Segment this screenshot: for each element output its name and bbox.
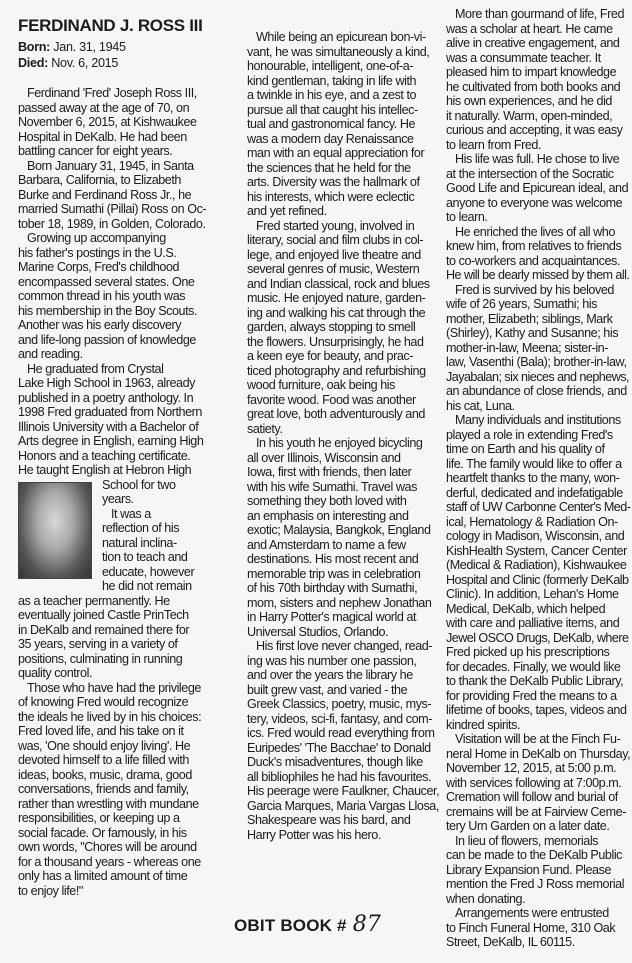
- text-line: a twinkle in his eye, and a zest to: [247, 88, 417, 102]
- text-line: mother-in-law, Meena; sister-in-: [446, 340, 608, 355]
- text-line: Burke and Ferdinand Ross Jr., he: [18, 187, 192, 202]
- text-line: tion to teach and: [102, 550, 188, 564]
- text-line: Jayabalan; six nieces and nephews,: [446, 369, 629, 384]
- text-line: (Shirley), Kathy and Susanne; his: [446, 326, 619, 340]
- text-line: for decades. Finally, we would like: [446, 659, 621, 674]
- text-line: Those who have had the privilege: [27, 680, 201, 695]
- text-line: his father's postings in the U.S.: [18, 245, 177, 260]
- text-line: kindred spirits.: [446, 717, 520, 732]
- text-line: all bibliophiles he had his favourites.: [247, 769, 432, 784]
- text-line: played a role in extending Fred's: [446, 427, 613, 442]
- text-line: wife of 26 years, Sumathi; his: [446, 297, 597, 311]
- text-line: years.: [102, 492, 134, 506]
- text-line: his membership in the Boy Scouts.: [18, 303, 198, 318]
- text-line: published in a poetry anthology. In: [18, 390, 194, 405]
- text-line: was a modern day Renaissance: [247, 131, 414, 146]
- text-line: conversations, friends and family,: [18, 782, 189, 796]
- column-1: [18, 86, 218, 898]
- text-line: mom, sisters and nephew Jonathan: [247, 595, 432, 610]
- text-line: with services following at 7:00p.m.: [446, 775, 622, 790]
- text-line: His peerage were Faulkner, Chaucer,: [247, 784, 440, 798]
- text-line: literary, social and film clubs in col-: [247, 233, 424, 247]
- text-line: Hospital and Clinic (formerly DeKalb: [446, 572, 629, 587]
- text-line: Good Life and Epicurean ideal, and: [446, 181, 629, 195]
- text-line: Shakespeare was his bard, and: [247, 813, 411, 827]
- text-line: quality control.: [18, 666, 93, 680]
- text-line: Arts degree in English, earning High: [18, 434, 204, 448]
- text-line: Duck's misadventures, though like: [247, 755, 423, 769]
- obit-book-stamp: [234, 912, 381, 937]
- text-line: Medical, DeKalb, which helped: [446, 601, 606, 616]
- died-label: Died:: [18, 56, 48, 70]
- text-line: Fred started young, involved in: [256, 218, 415, 233]
- text-line: He will be dearly missed by them all.: [446, 268, 630, 282]
- text-line: ical, Hematology & Radiation On-: [446, 514, 618, 529]
- text-line: to thank the DeKalb Public Library,: [446, 674, 624, 688]
- text-line: ics. Fred would read everything from: [247, 726, 435, 740]
- text-line: with care and palliative items, and: [446, 616, 620, 630]
- text-line: mother, Elizabeth; siblings, Mark: [446, 311, 613, 326]
- text-line: and Amsterdam to name a few: [247, 537, 406, 552]
- text-line: time on Earth and his quality of: [446, 442, 605, 456]
- text-line: great love, both adventurously and: [247, 407, 425, 421]
- text-line: knew him, from relatives to friends: [446, 239, 622, 253]
- text-line: own words, "Chores will be around: [18, 840, 197, 854]
- text-line: with his wife Sumathi. Travel was: [247, 479, 417, 494]
- text-line: built grew vast, and varied - the: [247, 682, 408, 697]
- text-line: cremains will be at Fairview Ceme-: [446, 804, 626, 819]
- text-line: it naturally. Warm, open-minded,: [446, 108, 613, 123]
- text-line: heartfelt thanks to the many, won-: [446, 471, 620, 485]
- text-line: married Sumathi (Pillai) Ross on Oc-: [18, 202, 207, 216]
- text-line: neral Home in DeKalb on Thursday,: [446, 746, 631, 761]
- text-line: Illinois University with a Bachelor of: [18, 419, 199, 434]
- text-line: staff of UW Carbonne Center's Med-: [446, 500, 631, 514]
- text-line: in Harry Potter's magical world at: [247, 610, 417, 624]
- text-line: In lieu of flowers, memorials: [455, 833, 599, 848]
- text-line: passed away at the age of 70, on: [18, 100, 190, 115]
- column-3: [446, 7, 630, 950]
- obit-book-label: OBIT BOOK #: [234, 916, 347, 935]
- text-line: Library Expansion Fund. Please: [446, 862, 612, 877]
- text-line: memorable trip was in celebration: [247, 566, 421, 581]
- text-line: to enjoy life!": [18, 883, 83, 898]
- text-line: an emphasis on interesting and: [247, 508, 409, 523]
- obit-book-number: 87: [352, 912, 382, 937]
- text-line: and reading.: [18, 347, 83, 361]
- text-line: vant, he was simultaneously a kind,: [247, 44, 430, 59]
- text-line: More than gourmand of life, Fred: [455, 7, 625, 21]
- text-line: life. The family would like to offer a: [446, 456, 622, 471]
- text-line: Clinic). In addition, Lehan's Home: [446, 587, 619, 601]
- text-line: alive in creative engagement, and: [446, 36, 620, 50]
- born-date: [18, 40, 126, 55]
- text-line: In his youth he enjoyed bicycling: [256, 436, 423, 450]
- text-line: cology in Madison, Wisconsin, and: [446, 529, 625, 543]
- text-line: several genres of music, Western: [247, 262, 420, 276]
- text-line: the ideals he lived by in his choices:: [18, 709, 202, 724]
- text-line: law, Vasenthi (Bala); brother-in-law,: [446, 355, 627, 369]
- text-line: Street, DeKalb, IL 60115.: [446, 935, 575, 949]
- text-line: Universal Studios, Orlando.: [247, 624, 389, 639]
- text-line: positions, culminating in running: [18, 651, 183, 666]
- text-line: tery Urn Garden on a later date.: [446, 819, 610, 833]
- text-line: to Finch Funeral Home, 310 Oak: [446, 920, 616, 935]
- text-line: a keen eye for beauty, and prac-: [247, 349, 413, 363]
- text-line: His life was full. He chose to live: [455, 152, 620, 166]
- text-line: reflection of his: [102, 521, 180, 535]
- text-line: tober 18, 1989, in Golden, Colorado.: [18, 216, 206, 231]
- text-line: wood furniture, oak being his: [247, 378, 395, 392]
- text-line: for a thousand years - whereas one: [18, 854, 201, 869]
- text-line: his interests, which were eclectic: [247, 189, 415, 204]
- text-line: Arrangements were entrusted: [455, 906, 609, 920]
- text-line: His first love never changed, read-: [256, 639, 433, 653]
- text-line: satiety.: [247, 421, 283, 436]
- text-line: ing was his number one passion,: [247, 653, 417, 668]
- text-line: School for two: [102, 477, 176, 492]
- text-line: garden, always stopping to smell: [247, 320, 416, 334]
- text-line: lifetime of books, tapes, videos and: [446, 703, 627, 717]
- text-line: Fred picked up his prescriptions: [446, 645, 610, 659]
- text-line: social facade. Or famously, in his: [18, 825, 187, 840]
- text-line: educate, however: [102, 564, 195, 579]
- text-line: to co-workers and acquaintances.: [446, 253, 620, 268]
- text-line: something they both loved with: [247, 494, 407, 508]
- text-line: Visitation will be at the Finch Fu-: [455, 732, 621, 746]
- text-line: Honors and a teaching certificate.: [18, 448, 191, 463]
- text-line: of knowing Fred would recognize: [18, 695, 189, 709]
- text-line: can be made to the DeKalb Public: [446, 848, 623, 862]
- text-line: his cat, Luna.: [446, 398, 515, 413]
- text-line: 35 years, serving in a variety of: [18, 637, 178, 651]
- text-line: ing and walking his cat through the: [247, 305, 426, 320]
- text-line: Another was his early discovery: [18, 318, 182, 332]
- text-line: in DeKalb and remained there for: [18, 622, 190, 637]
- text-line: common thread in his youth was: [18, 289, 186, 303]
- text-line: favorite wood. Food was another: [247, 392, 416, 407]
- text-line: curious and accepting, it was easy: [446, 123, 623, 137]
- text-line: It was a: [111, 506, 151, 521]
- text-line: He taught English at Hebron High: [18, 463, 192, 477]
- text-line: Barbara, California, to Elizabeth: [18, 173, 181, 187]
- born-value: Jan. 31, 1945: [53, 40, 126, 54]
- text-line: (Medical & Radiation), Kishwaukee: [446, 558, 627, 572]
- text-line: tery, videos, sci-fi, fantasy, and com-: [247, 711, 432, 726]
- text-line: and yet refined.: [247, 204, 327, 218]
- text-line: KishHealth System, Cancer Center: [446, 543, 627, 558]
- text-line: Many individuals and institutions: [455, 413, 621, 427]
- text-line: Lake High School in 1963, already: [18, 376, 195, 390]
- text-line: Jewel OSCO Drugs, DeKalb, where: [446, 630, 629, 645]
- text-line: his own experiences, and he did: [446, 94, 612, 108]
- text-line: all over Illinois, Wisconsin and: [247, 450, 401, 465]
- text-line: tual and gastronomical fancy. He: [247, 117, 416, 131]
- text-line: Cremation will follow and burial of: [446, 790, 618, 804]
- text-line: he did not remain: [102, 579, 192, 593]
- text-line: Growing up accompanying: [27, 231, 166, 245]
- text-line: to learn.: [446, 210, 488, 224]
- text-line: only has a limited amount of time: [18, 869, 188, 883]
- text-line: He enriched the lives of all who: [455, 224, 615, 239]
- text-line: Fred loved life, and his take on it: [18, 724, 184, 738]
- text-line: lege, and enjoyed live theatre and: [247, 247, 421, 262]
- text-line: ideas, books, music, drama, good: [18, 767, 192, 782]
- text-line: responsibilities, or keeping up a: [18, 811, 180, 825]
- text-line: Born January 31, 1945, in Santa: [27, 158, 194, 173]
- text-line: was a consummate teacher. It: [446, 50, 601, 65]
- text-line: an abundance of close friends, and: [446, 384, 627, 398]
- text-line: Greek Classics, poetry, music, mys-: [247, 697, 432, 711]
- text-line: While being an epicurean bon-vi-: [256, 30, 426, 44]
- text-line: November 12, 2015, at 5:00 p.m.: [446, 761, 617, 775]
- text-line: music. He enjoyed nature, garden-: [247, 291, 426, 305]
- text-line: battling cancer for eight years.: [18, 144, 173, 158]
- text-line: for providing Fred the means to a: [446, 688, 617, 703]
- text-line: destinations. His most recent and: [247, 552, 419, 566]
- text-line: he cultivated from both books and: [446, 79, 621, 94]
- text-line: honourable, intelligent, one-of-a-: [247, 59, 414, 73]
- text-line: the sciences that he held for the: [247, 160, 411, 175]
- text-line: man with an equal appreciation for: [247, 146, 425, 160]
- text-line: ticed photography and refurbishing: [247, 363, 426, 378]
- text-line: and over the years the library he: [247, 668, 413, 682]
- text-line: as a teacher permanently. He: [18, 593, 170, 608]
- born-label: Born:: [18, 40, 51, 54]
- text-line: Ferdinand 'Fred' Joseph Ross III,: [27, 86, 197, 100]
- text-line: and life-long passion of knowledge: [18, 332, 196, 347]
- died-value: Nov. 6, 2015: [51, 56, 119, 70]
- text-line: was, 'One should enjoy living'. He: [18, 738, 191, 753]
- text-line: Harry Potter was his hero.: [247, 827, 381, 842]
- text-line: pleased him to impart knowledge: [446, 65, 617, 79]
- text-line: and Indian classical, rock and blues: [247, 276, 430, 291]
- text-line: of his 70th birthday with Sumathi,: [247, 581, 418, 595]
- text-line: anyone to everyone was welcome: [446, 195, 623, 210]
- text-line: 1998 Fred graduated from Northern: [18, 405, 202, 419]
- text-line: Fred is survived by his beloved: [455, 282, 614, 297]
- text-line: He graduated from Crystal: [27, 361, 164, 376]
- text-line: at the intersection of the Socratic: [446, 166, 614, 181]
- text-line: eventually joined Castle PrinTech: [18, 608, 189, 622]
- text-line: was a scholar at heart. He came: [446, 21, 613, 36]
- text-line: the flowers. Unsurprisingly, he had: [247, 334, 424, 349]
- text-line: when donating.: [446, 891, 526, 906]
- text-line: Euripedes' 'The Bacchae' to Donald: [247, 740, 431, 755]
- text-line: to learn from Fred.: [446, 137, 542, 152]
- text-line: pursue all that caught his intellec-: [247, 102, 418, 117]
- text-line: exotic; Malaysia, Bangkok, England: [247, 523, 431, 537]
- text-line: encompassed several states. One: [18, 274, 195, 289]
- text-line: devoted himself to a life filled with: [18, 753, 189, 767]
- died-date: [18, 56, 118, 71]
- text-line: Marine Corps, Fred's childhood: [18, 260, 180, 274]
- text-line: arts. Diversity was the hallmark of: [247, 175, 420, 189]
- text-line: November 6, 2015, at Kishwaukee: [18, 115, 197, 129]
- text-line: Iowa, first with friends, then later: [247, 465, 412, 479]
- column-2: [247, 30, 439, 842]
- text-line: derful, dedicated and indefatigable: [446, 485, 623, 500]
- obituary-name: FERDINAND J. ROSS III: [18, 16, 203, 35]
- text-line: natural inclina-: [102, 535, 177, 550]
- text-line: Garcia Marques, Maria Vargas Llosa,: [247, 798, 439, 813]
- text-line: mention the Fred J Ross memorial: [446, 877, 625, 891]
- text-line: kind gentleman, taking in life with: [247, 73, 417, 88]
- text-line: rather than wrestling with mundane: [18, 796, 199, 811]
- text-line: Hospital in DeKalb. He had been: [18, 129, 187, 144]
